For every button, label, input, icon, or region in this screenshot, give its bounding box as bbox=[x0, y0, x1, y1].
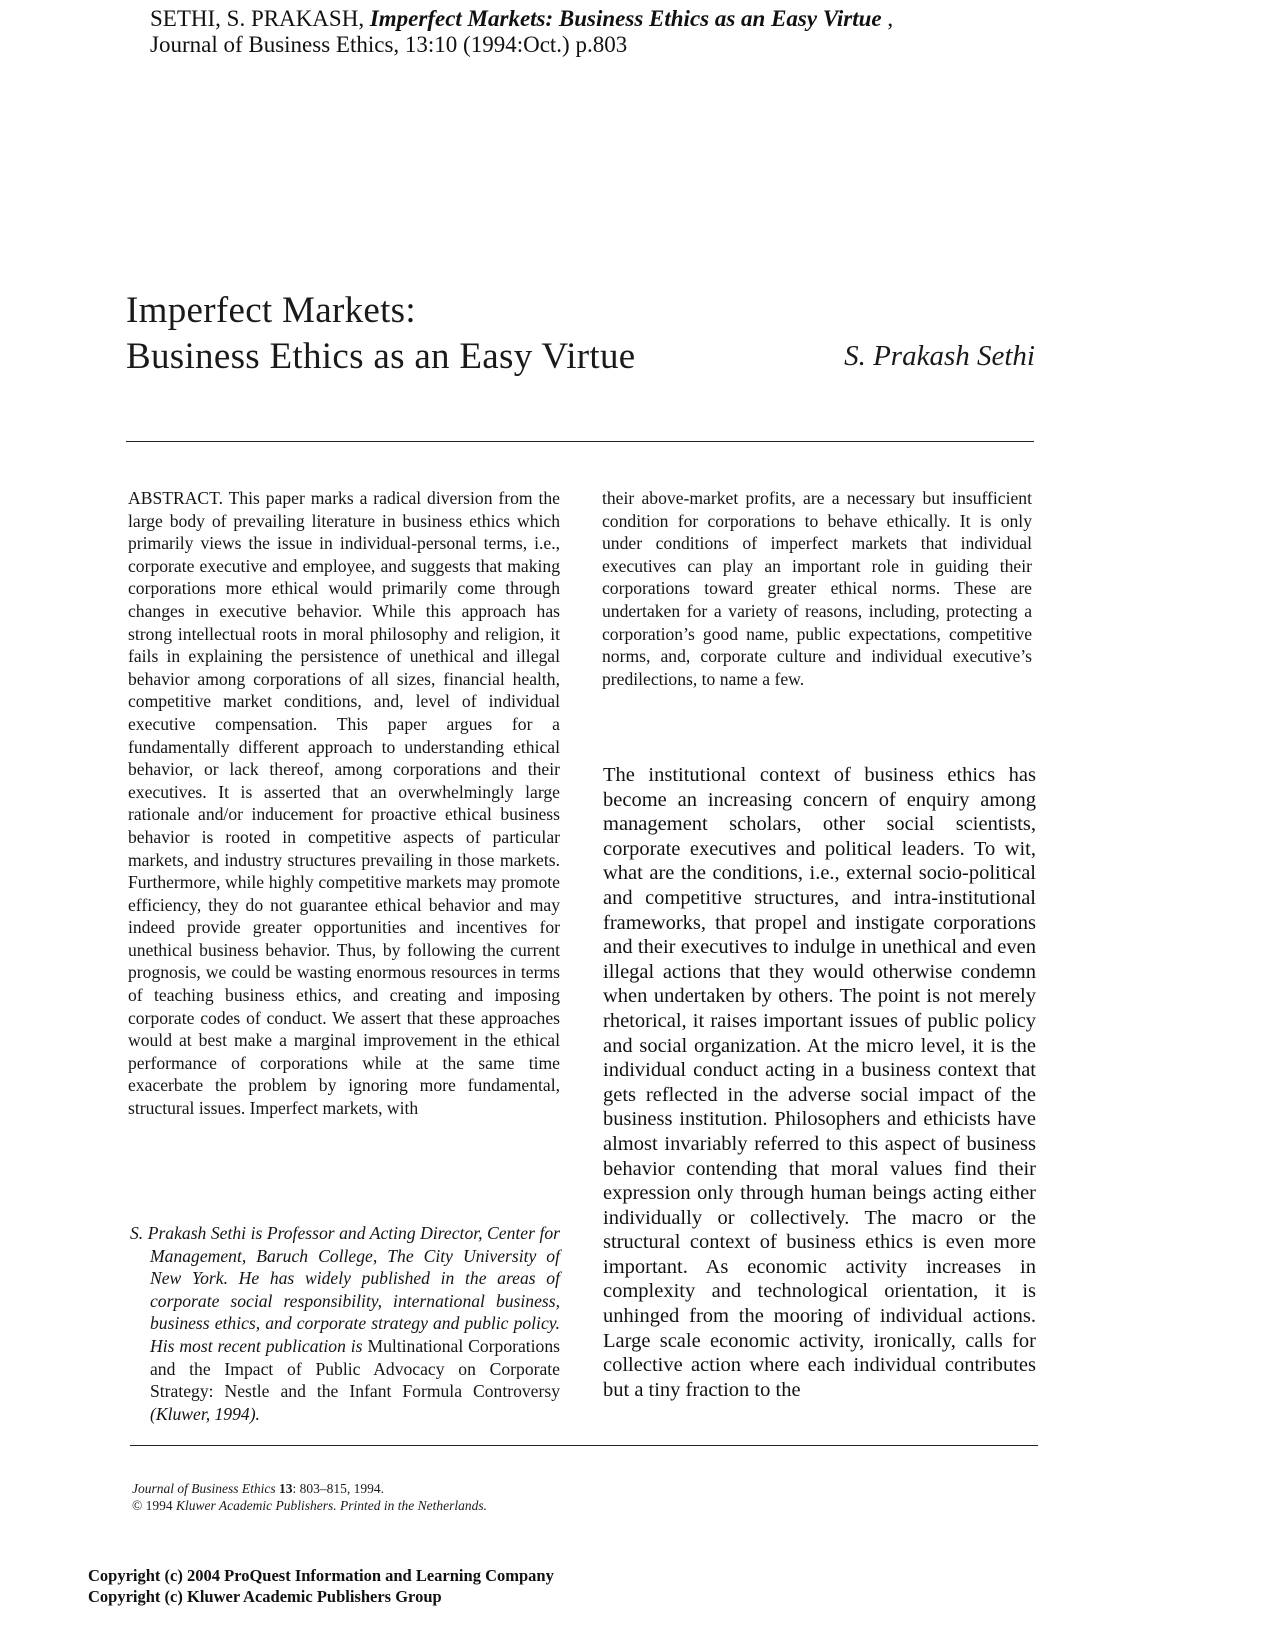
citation-header bbox=[150, 6, 1050, 58]
journal-footer-publisher: Kluwer Academic Publishers. bbox=[176, 1497, 337, 1513]
journal-footer-printed: Printed in the Netherlands. bbox=[340, 1497, 487, 1513]
journal-footer-citation bbox=[132, 1481, 732, 1498]
citation-title: Imperfect Markets: Business Ethics as an Easy Virtue bbox=[369, 6, 882, 31]
journal-footer bbox=[132, 1481, 732, 1514]
abstract-text: This paper marks a radical diversion from the large body of prevailing literature in business ethics which primarily views the issue in individual-personal terms, i.e., corporate executive and employee, and suggests that making corporations more ethical would primarily come through changes in executive behavior. While this approach has strong intellectual roots in moral philosophy and religion, it fails in explaining the persistence of unethical and illegal behavior among corporations of all sizes, financial health, competitive market conditions, and, level of individual executive compensation. This paper argues for a fundamentally different approach to understanding ethical behavior, or lack thereof, among corporations and their executives. It is asserted that an overwhelmingly large rationale and/or inducement for proactive ethical business behavior is rooted in competitive aspects of particular markets, and industry structures prevailing in those markets. Furthermore, while highly competitive markets may promote efficiency, they do not guarantee ethical behavior and may indeed provide greater opportunities and incentives for unethical business behavior. Thus, by following the current prognosis, we could be wasting enormous resources in terms of teaching business ethics, and creating and imposing corporate codes of conduct. We assert that these approaches would at best make a marginal improvement in the ethical performance of corporations while at the same time exacerbate the problem by ignoring more fundamental, structural issues. Imperfect markets, with bbox=[128, 488, 560, 1119]
citation-journal: Journal of Business Ethics, 13:10 (1994:Oct.) p.803 bbox=[150, 32, 628, 57]
author-book-title: Multinational Corporations and the Impact of Public Advocacy on Corporate Strategy: Nestle and the Infant Formula Controversy bbox=[150, 1335, 560, 1402]
journal-footer-copyright bbox=[132, 1498, 732, 1515]
journal-footer-volume: 13 bbox=[279, 1481, 293, 1496]
copyright-notice bbox=[88, 1565, 554, 1607]
author-bio bbox=[130, 1222, 560, 1425]
abstract-label: ABSTRACT. bbox=[128, 488, 223, 508]
article-title-line1: Imperfect Markets: bbox=[126, 290, 416, 331]
author-bio-text: S. Prakash Sethi is Professor and Acting Director, Center for Management, Baruch College, The City University of New York. He has widely published in the areas of corporate social responsibility, international business, business ethics, and corporate strategy and public policy. His most recent publication is bbox=[130, 1223, 560, 1356]
article-author: S. Prakash Sethi bbox=[844, 340, 1035, 372]
title-divider bbox=[126, 441, 1034, 442]
author-footnote bbox=[130, 1222, 560, 1425]
journal-footer-year: © 1994 bbox=[132, 1497, 173, 1513]
copyright-line-1: Copyright (c) 2004 ProQuest Information and Learning Company bbox=[88, 1566, 554, 1585]
body-paragraph: The institutional context of business ethics has become an increasing concern of enquiry among management scholars, other social scientists, corporate executives and political leaders. To wit, what are the conditions, i.e., external socio-political and competitive structures, and intra-institutional frameworks, that propel and instigate corporations and their executives to indulge in unethical and even illegal actions that they would otherwise condemn when undertaken by others. The point is not merely rhetorical, it raises important issues of public policy and social organization. At the micro level, it is the individual conduct acting in a business context that gets reflected in the adverse social impact of the business institution. Philosophers and ethicists have almost invariably referred to this aspect of business behavior contending that moral values find their expression only through human beings acting either individually or collectively. The macro or the structural context of business ethics is even more important. As economic activity increases in complexity and technological orientation, it is unhinged from the mooring of individual actions. Large scale economic activity, ironically, calls for collective action where each individual contributes but a tiny fraction to the bbox=[603, 764, 1036, 1401]
copyright-line-2: Copyright (c) Kluwer Academic Publishers Group bbox=[88, 1587, 442, 1606]
abstract-right-column: their above-market profits, are a necessary but insufficient condition for corporations to behave ethically. It is only under conditions of imperfect markets that individual executives can play an important role in guiding their corporations toward greater ethical norms. These are undertaken for a variety of reasons, including, protecting a corporation’s good name, public expectations, competitive norms, and, corporate culture and individual executive’s predilections, to name a few. bbox=[602, 488, 1032, 689]
abstract-left-column bbox=[128, 487, 560, 1120]
journal-footer-pages: : 803–815, 1994. bbox=[292, 1481, 385, 1496]
article-title-line2: Business Ethics as an Easy Virtue bbox=[126, 336, 636, 377]
author-book-publisher: (Kluwer, 1994). bbox=[150, 1403, 260, 1424]
citation-author: SETHI, S. PRAKASH, bbox=[150, 6, 365, 31]
citation-separator: , bbox=[887, 6, 894, 31]
journal-footer-name: Journal of Business Ethics bbox=[132, 1481, 276, 1496]
article-title bbox=[126, 288, 726, 380]
footer-divider bbox=[130, 1445, 1038, 1446]
